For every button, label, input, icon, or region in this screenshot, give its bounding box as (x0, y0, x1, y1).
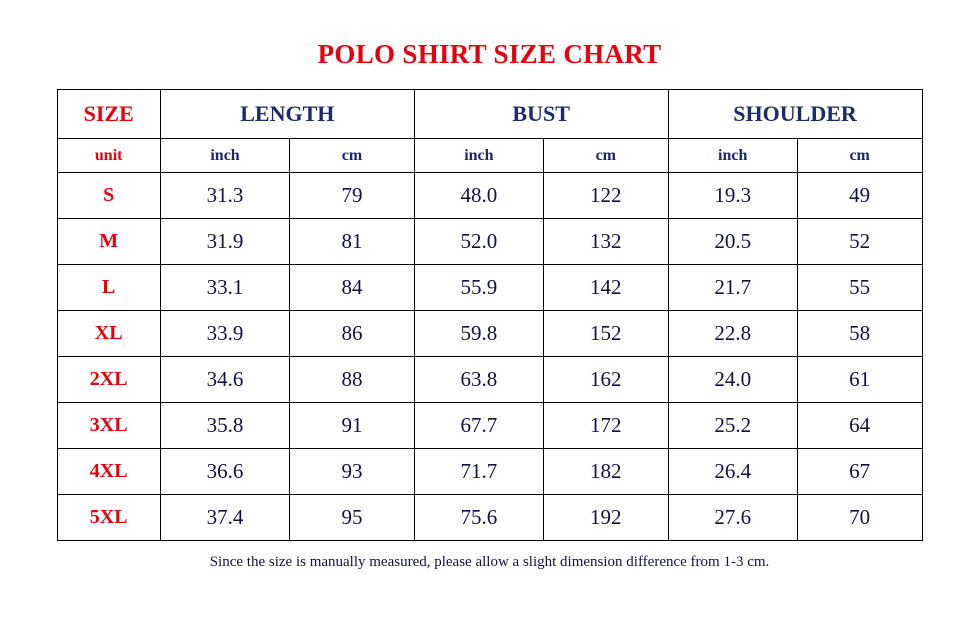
row-size: L (57, 265, 160, 311)
header-length: LENGTH (160, 90, 414, 139)
row-size: 4XL (57, 449, 160, 495)
size-chart-table-wrapper (57, 89, 923, 541)
cell-bust-cm: 122 (544, 173, 669, 219)
cell-shoulder-inch: 21.7 (668, 265, 797, 311)
cell-length-inch: 37.4 (160, 495, 289, 541)
cell-length-inch: 34.6 (160, 357, 289, 403)
row-size: XL (57, 311, 160, 357)
cell-bust-cm: 192 (544, 495, 669, 541)
cell-length-cm: 95 (290, 495, 415, 541)
cell-length-cm: 88 (290, 357, 415, 403)
cell-shoulder-cm: 58 (797, 311, 922, 357)
cell-bust-inch: 48.0 (414, 173, 543, 219)
cell-length-inch: 35.8 (160, 403, 289, 449)
size-chart-table (57, 89, 923, 541)
cell-bust-inch: 67.7 (414, 403, 543, 449)
row-size: S (57, 173, 160, 219)
cell-length-cm: 86 (290, 311, 415, 357)
cell-length-inch: 36.6 (160, 449, 289, 495)
cell-bust-inch: 63.8 (414, 357, 543, 403)
table-row (57, 265, 922, 311)
table-row (57, 173, 922, 219)
cell-bust-inch: 75.6 (414, 495, 543, 541)
row-size: 5XL (57, 495, 160, 541)
cell-shoulder-cm: 70 (797, 495, 922, 541)
unit-label: unit (57, 139, 160, 173)
cell-bust-cm: 152 (544, 311, 669, 357)
cell-length-cm: 93 (290, 449, 415, 495)
cell-bust-cm: 172 (544, 403, 669, 449)
cell-length-cm: 84 (290, 265, 415, 311)
cell-shoulder-inch: 25.2 (668, 403, 797, 449)
cell-bust-cm: 142 (544, 265, 669, 311)
cell-shoulder-inch: 24.0 (668, 357, 797, 403)
header-shoulder: SHOULDER (668, 90, 922, 139)
table-row (57, 357, 922, 403)
cell-bust-cm: 132 (544, 219, 669, 265)
table-header (57, 90, 922, 173)
table-unit-row (57, 139, 922, 173)
header-bust: BUST (414, 90, 668, 139)
table-row (57, 403, 922, 449)
cell-bust-cm: 182 (544, 449, 669, 495)
cell-length-inch: 33.1 (160, 265, 289, 311)
cell-length-inch: 31.9 (160, 219, 289, 265)
cell-shoulder-cm: 55 (797, 265, 922, 311)
cell-bust-inch: 55.9 (414, 265, 543, 311)
cell-length-inch: 33.9 (160, 311, 289, 357)
cell-bust-cm: 162 (544, 357, 669, 403)
table-group-header-row (57, 90, 922, 139)
cell-shoulder-inch: 27.6 (668, 495, 797, 541)
measurement-note: Since the size is manually measured, please allow a slight dimension difference from 1-3 cm. (209, 554, 770, 570)
row-size: M (57, 219, 160, 265)
table-row (57, 311, 922, 357)
unit-shoulder-cm: cm (797, 139, 922, 173)
cell-length-cm: 79 (290, 173, 415, 219)
table-row (57, 449, 922, 495)
row-size: 2XL (57, 357, 160, 403)
unit-length-inch: inch (160, 139, 289, 173)
page-title: POLO SHIRT SIZE CHART (317, 39, 662, 69)
table-body (57, 173, 922, 541)
cell-length-cm: 91 (290, 403, 415, 449)
unit-bust-cm: cm (544, 139, 669, 173)
unit-length-cm: cm (290, 139, 415, 173)
unit-shoulder-inch: inch (668, 139, 797, 173)
row-size: 3XL (57, 403, 160, 449)
cell-shoulder-cm: 49 (797, 173, 922, 219)
cell-bust-inch: 59.8 (414, 311, 543, 357)
table-row (57, 495, 922, 541)
unit-bust-inch: inch (414, 139, 543, 173)
cell-length-cm: 81 (290, 219, 415, 265)
cell-bust-inch: 71.7 (414, 449, 543, 495)
table-row (57, 219, 922, 265)
cell-bust-inch: 52.0 (414, 219, 543, 265)
cell-shoulder-cm: 52 (797, 219, 922, 265)
cell-shoulder-inch: 19.3 (668, 173, 797, 219)
cell-shoulder-cm: 61 (797, 357, 922, 403)
cell-shoulder-cm: 67 (797, 449, 922, 495)
cell-length-inch: 31.3 (160, 173, 289, 219)
header-size: SIZE (57, 90, 160, 139)
cell-shoulder-inch: 22.8 (668, 311, 797, 357)
cell-shoulder-inch: 20.5 (668, 219, 797, 265)
cell-shoulder-inch: 26.4 (668, 449, 797, 495)
cell-shoulder-cm: 64 (797, 403, 922, 449)
